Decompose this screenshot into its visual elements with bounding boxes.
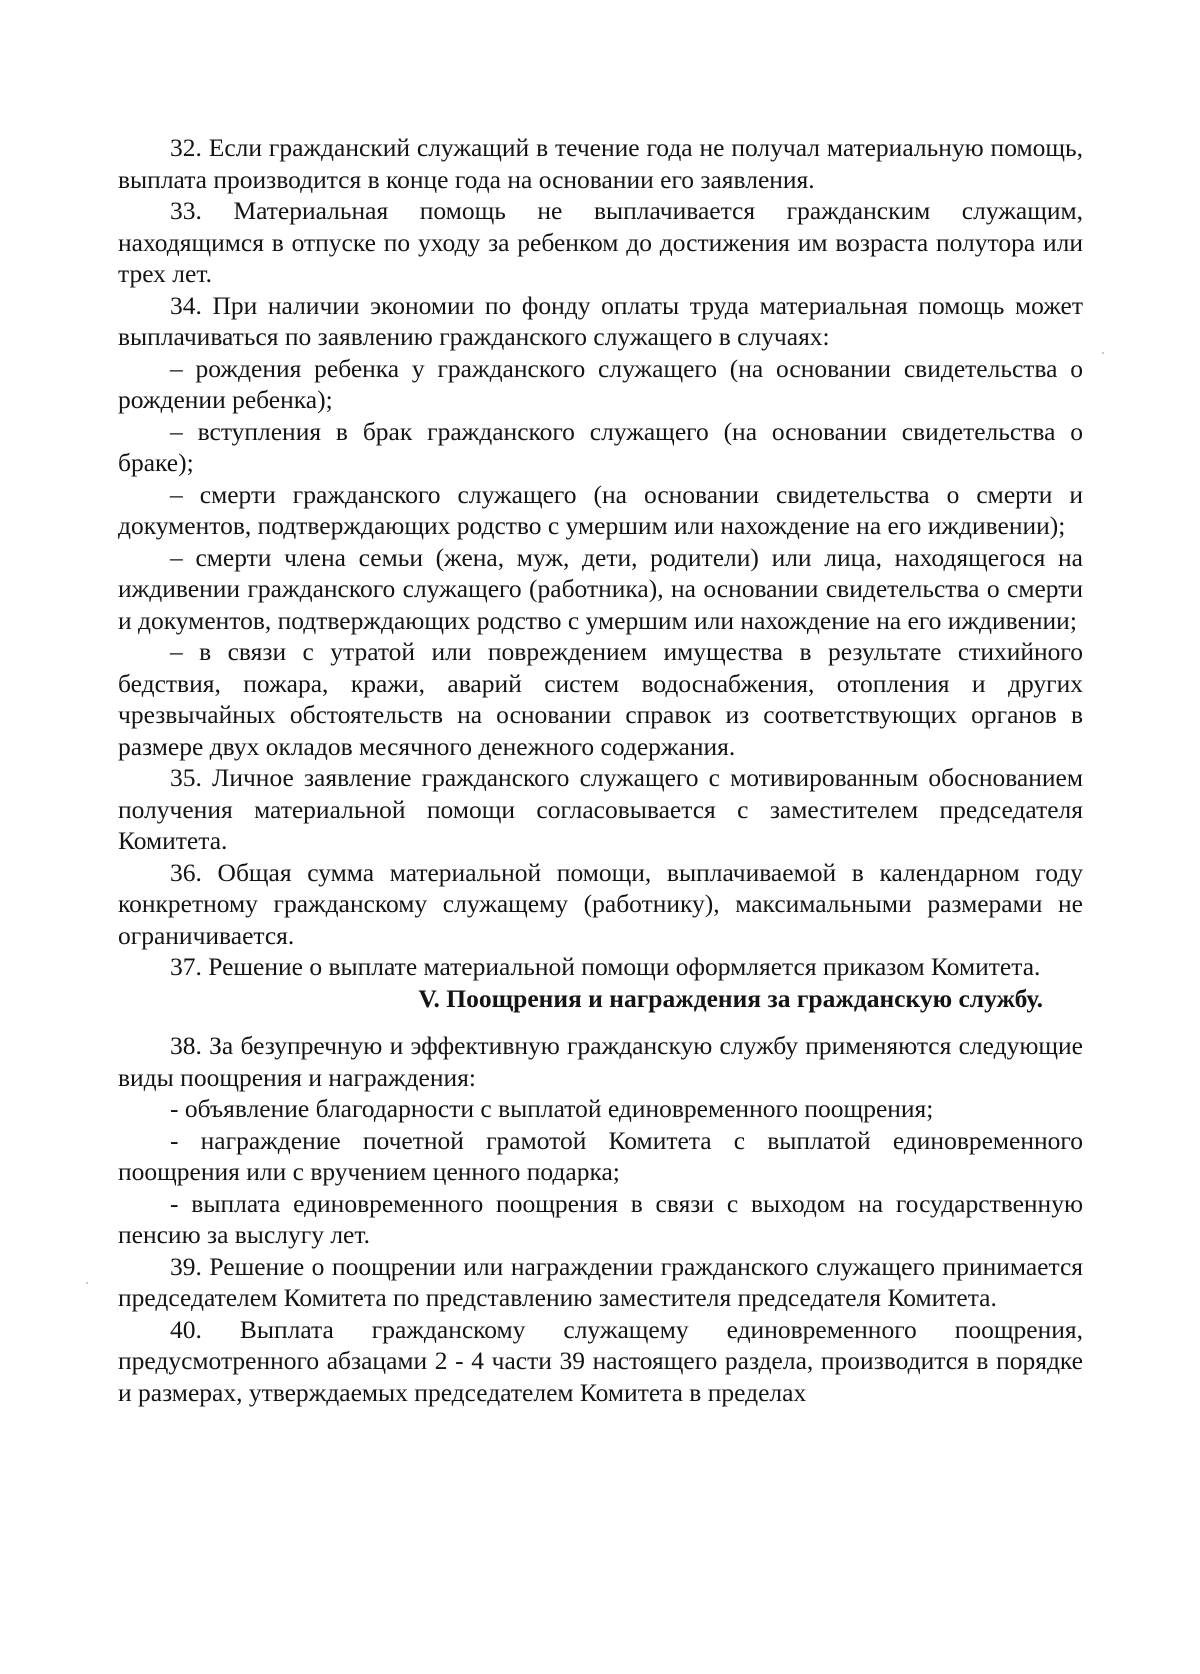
paragraph-34: 34. При наличии экономии по фонду оплаты труда материальная помощь может выплачиваться по заявлению гражданского служащего в случаях: xyxy=(118,290,1083,351)
paragraph-32: 32. Если гражданский служащий в течение года не получал материальную помощь, выплата производится в конце года на основании его заявления. xyxy=(118,133,1083,194)
list-item-property-loss: – в связи с утратой или повреждением имущества в результате стихийного бедствия, пожара, кражи, аварий систем водоснабжения, отопления и других чрезвычайных обстоятельств на основании справок из соответствующих органов в размере двух окладов месячного денежного содержания. xyxy=(118,637,1083,761)
list-item-birth: – рождения ребенка у гражданского служащего (на основании свидетельства о рождении ребенка); xyxy=(118,353,1083,414)
paragraph-40: 40. Выплата гражданскому служащему единовременного поощрения, предусмотренного абзацами 2 - 4 части 39 настоящего раздела, производится в порядке и размерах, утверждаемых председателем Комитета в пределах xyxy=(118,1314,1083,1407)
list-item-certificate: - награждение почетной грамотой Комитета с выплатой единовременного поощрения или с вручением ценного подарка; xyxy=(118,1125,1083,1186)
scan-speck xyxy=(86,1282,88,1284)
list-item-marriage: – вступления в брак гражданского служащего (на основании свидетельства о браке); xyxy=(118,416,1083,477)
list-item-gratitude: - объявление благодарности с выплатой единовременного поощрения; xyxy=(170,1094,934,1123)
paragraph-37: 37. Решение о выплате материальной помощи оформляется приказом Комитета. xyxy=(170,952,1041,981)
list-item-death-family: – смерти члена семьи (жена, муж, дети, родители) или лица, находящегося на иждивении гражданского служащего (работника), на основании свидетельства о смерти и документов, подтверждающих родство с умершим или нахождение на его иждивении; xyxy=(118,542,1083,635)
section-heading: V. Поощрения и награждения за гражданскую службу. xyxy=(418,983,1043,1013)
list-item-pension-bonus: - выплата единовременного поощрения в связи с выходом на государственную пенсию за выслугу лет. xyxy=(118,1188,1083,1249)
scan-speck xyxy=(1102,352,1104,354)
paragraph-35: 35. Личное заявление гражданского служащего с мотивированным обоснованием получения материальной помощи согласовывается с заместителем председателя Комитета. xyxy=(118,763,1083,855)
paragraph-36: 36. Общая сумма материальной помощи, выплачиваемой в календарном году конкретному гражданскому служащему (работнику), максимальными размерами не ограничивается. xyxy=(118,857,1083,950)
document-body xyxy=(118,132,1083,1408)
list-item-death-employee: – смерти гражданского служащего (на основании свидетельства о смерти и документов, подтверждающих родство с умершим или нахождение на его иждивении); xyxy=(118,479,1083,540)
paragraph-39: 39. Решение о поощрении или награждении гражданского служащего принимается председателем Комитета по представлению заместителя председателя Комитета. xyxy=(118,1251,1083,1312)
paragraph-38: 38. За безупречную и эффективную гражданскую службу применяются следующие виды поощрения и награждения: xyxy=(118,1031,1083,1092)
paragraph-33: 33. Материальная помощь не выплачивается гражданским служащим, находящимся в отпуске по уходу за ребенком до достижения им возраста полутора или трех лет. xyxy=(118,196,1083,288)
